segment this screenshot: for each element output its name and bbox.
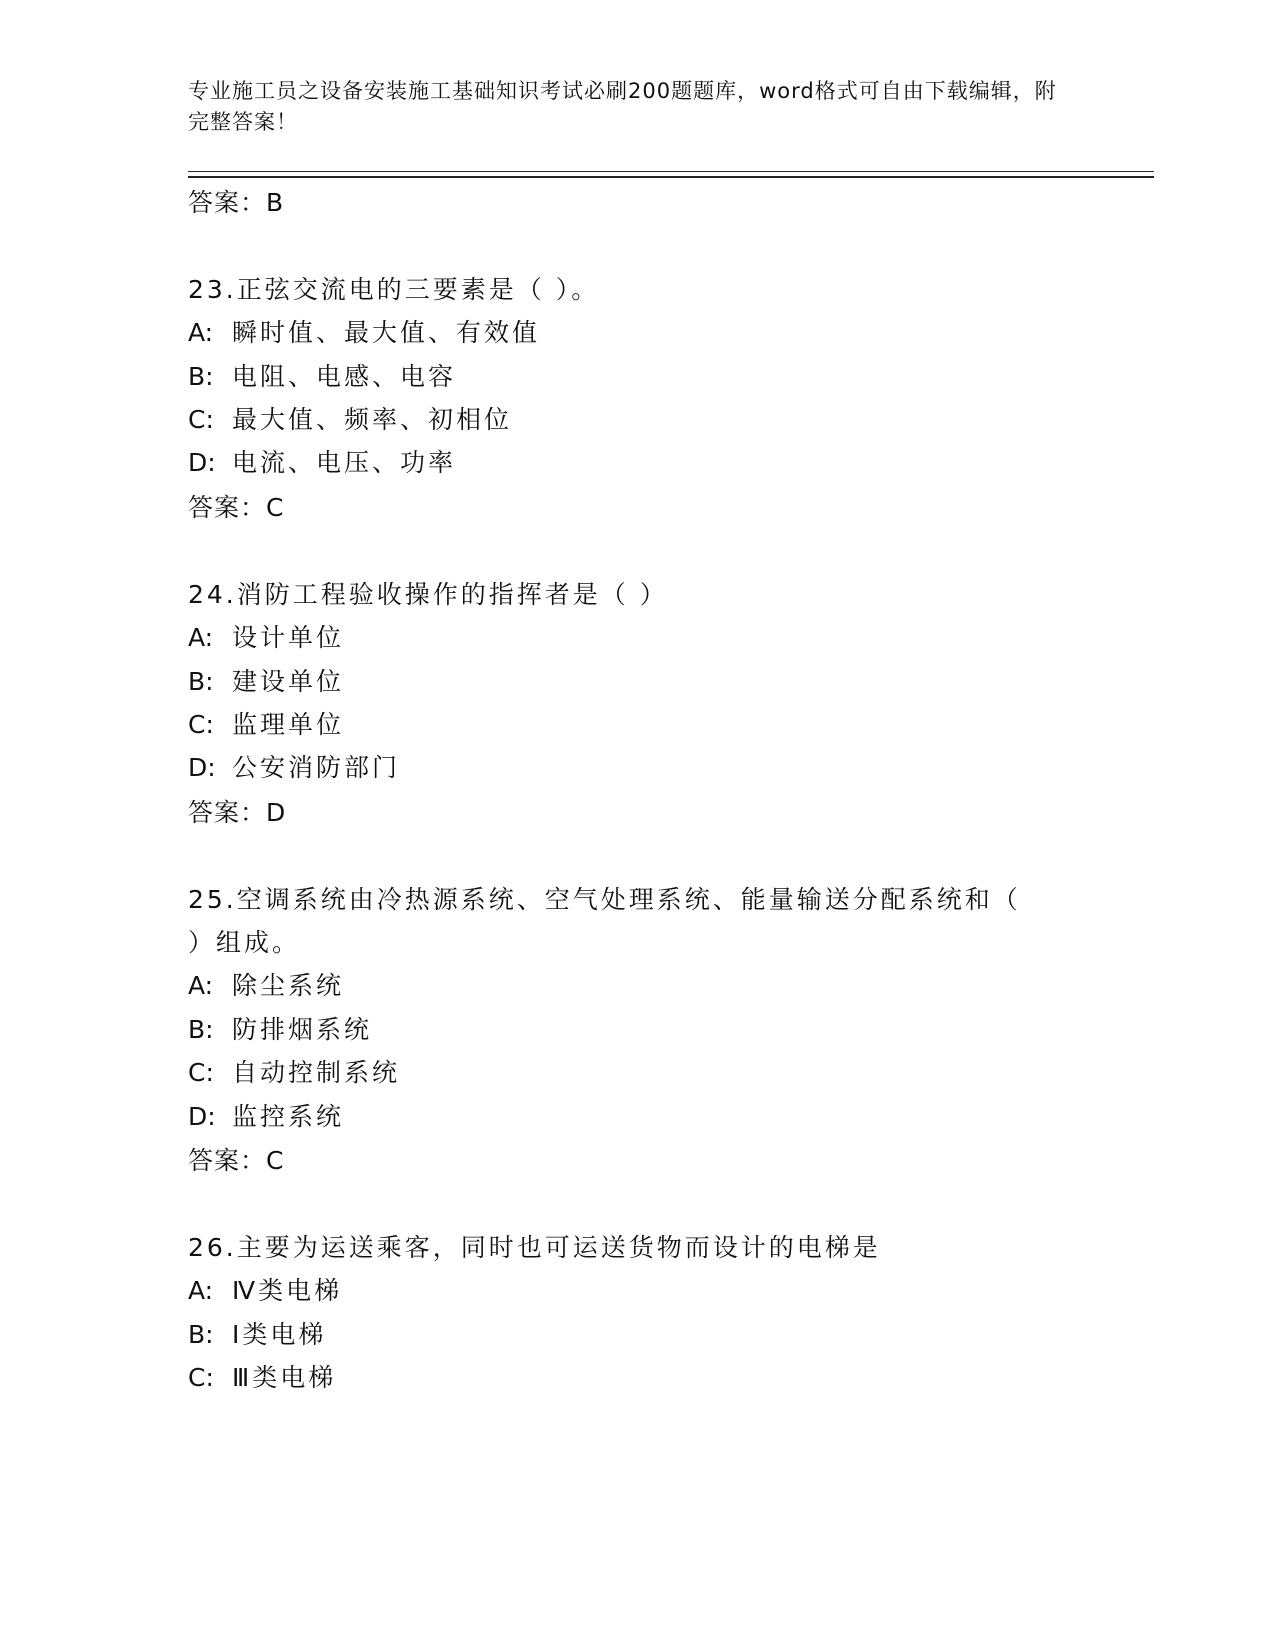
option-text: 最大值、频率、初相位 (232, 405, 513, 434)
document-header: 专业施工员之设备安装施工基础知识考试必刷200题题库，word格式可自由下载编辑，附完整答案！ (188, 79, 1057, 134)
option-c (188, 1362, 336, 1394)
option-label: D: (188, 1102, 216, 1131)
option-text: 自动控制系统 (232, 1058, 401, 1087)
option-a (188, 970, 344, 1002)
option-b (188, 361, 456, 393)
option-label: C: (188, 1363, 214, 1392)
question-stem-continued: ）组成。 (188, 928, 301, 957)
option-d (188, 752, 400, 784)
option-c (188, 709, 344, 741)
option-label: A: (188, 318, 214, 347)
option-a (188, 1275, 342, 1307)
option-label: C: (188, 1058, 214, 1087)
question-stem: 26.主要为运送乘客，同时也可运送货物而设计的电梯是 (188, 1233, 881, 1262)
option-label: D: (188, 448, 216, 477)
option-text: 建设单位 (232, 667, 345, 696)
question-stem: 24.消防工程验收操作的指挥者是（ ） (188, 580, 668, 609)
option-b (188, 1319, 326, 1351)
answer: 答案：D (188, 798, 287, 827)
option-label: C: (188, 405, 214, 434)
option-label: B: (188, 667, 214, 696)
option-text: 电阻、电感、电容 (232, 362, 457, 391)
option-d (188, 447, 456, 479)
option-text: 除尘系统 (232, 971, 345, 1000)
option-text: 公安消防部门 (232, 753, 401, 782)
option-d (188, 1101, 344, 1133)
option-a (188, 622, 344, 654)
header-rule-thick (188, 176, 1154, 178)
option-label: A: (188, 623, 214, 652)
option-label: A: (188, 1276, 214, 1305)
option-label: D: (188, 753, 216, 782)
option-text: 监理单位 (232, 710, 345, 739)
option-text: 防排烟系统 (232, 1015, 373, 1044)
option-text: 设计单位 (232, 623, 345, 652)
answer: 答案：C (188, 493, 285, 522)
option-label: B: (188, 1320, 214, 1349)
option-label: A: (188, 971, 214, 1000)
option-text: Ⅲ类电梯 (232, 1363, 337, 1392)
question-stem: 25.空调系统由冷热源系统、空气处理系统、能量输送分配系统和（ (188, 885, 1021, 914)
option-text: Ⅳ类电梯 (232, 1276, 343, 1305)
option-label: B: (188, 1015, 214, 1044)
option-a (188, 317, 540, 349)
option-text: 监控系统 (232, 1102, 345, 1131)
previous-answer: 答案：B (188, 188, 285, 217)
option-text: Ⅰ类电梯 (232, 1320, 327, 1349)
option-c (188, 404, 512, 436)
question-stem: 23.正弦交流电的三要素是（ ）。 (188, 275, 600, 304)
answer: 答案：C (188, 1146, 285, 1175)
option-text: 电流、电压、功率 (232, 448, 457, 477)
option-b (188, 1014, 372, 1046)
header-rule-thin (188, 171, 1154, 172)
option-label: C: (188, 710, 214, 739)
option-b (188, 666, 344, 698)
option-text: 瞬时值、最大值、有效值 (232, 318, 541, 347)
option-c (188, 1057, 400, 1089)
option-label: B: (188, 362, 214, 391)
